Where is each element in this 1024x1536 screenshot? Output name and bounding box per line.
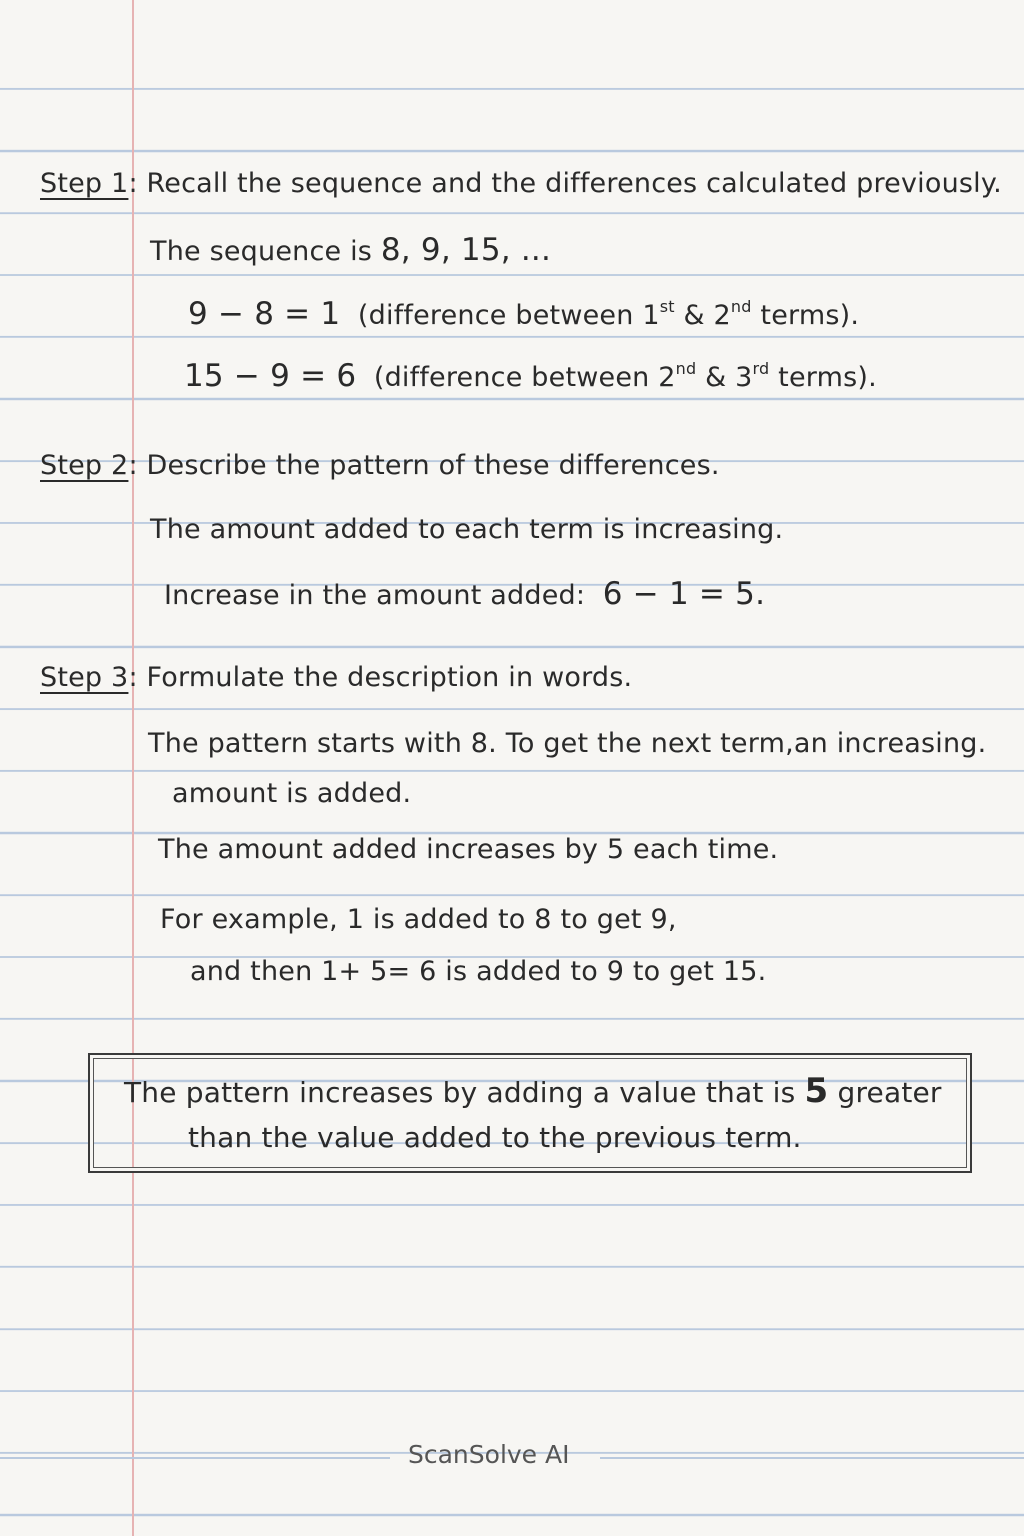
step1-label: Step 1 <box>40 168 129 199</box>
step2-line-1: The amount added to each term is increasing. <box>150 514 784 545</box>
answer-box <box>88 1053 972 1173</box>
answer-line-2: than the value added to the previous term. <box>188 1121 802 1154</box>
step3-label: Step 3 <box>40 662 129 693</box>
sequence-prefix: The sequence is <box>150 236 373 267</box>
step3-line-1a: The pattern starts with 8. To get the next term,an increasing. <box>148 728 987 759</box>
increase-expression: 6 − 1 = 5. <box>602 576 766 612</box>
increase-text: Increase in the amount added: <box>164 580 586 611</box>
difference-1-expression: 9 − 8 = 1 <box>188 296 341 332</box>
answer-text-b: greater <box>837 1076 942 1109</box>
step3-line-1b: amount is added. <box>172 778 412 809</box>
sequence-values: 8, 9, 15, ... <box>380 232 552 268</box>
answer-line-1 <box>124 1071 942 1111</box>
step2-title: : Describe the pattern of these differences. <box>128 450 720 481</box>
difference-2-expression: 15 − 9 = 6 <box>184 358 357 394</box>
margin-line <box>132 0 134 1536</box>
footer <box>0 1440 1024 1474</box>
step3-line-3b: and then 1+ 5= 6 is added to 9 to get 15. <box>190 956 767 987</box>
difference-1-note: (difference between 1st & 2nd terms). <box>357 297 860 331</box>
step2-heading <box>40 450 720 481</box>
step3-heading <box>40 662 632 693</box>
footer-rule-right <box>600 1457 1024 1459</box>
difference-1-line <box>188 296 859 332</box>
footer-rule-left <box>0 1457 390 1459</box>
step3-title: : Formulate the description in words. <box>128 662 633 693</box>
brand-label: ScanSolve AI <box>408 1440 570 1469</box>
step2-label: Step 2 <box>40 450 129 481</box>
step3-line-2: The amount added increases by 5 each time. <box>158 834 779 865</box>
step2-line-2 <box>164 576 765 612</box>
step1-heading <box>40 168 1002 199</box>
step1-title: : Recall the sequence and the differences calculated previously. <box>128 168 1002 199</box>
difference-2-note: (difference between 2nd & 3rd terms). <box>373 359 877 393</box>
difference-2-line <box>184 358 877 394</box>
answer-number: 5 <box>804 1071 829 1111</box>
step3-line-3a: For example, 1 is added to 8 to get 9, <box>160 904 677 935</box>
sequence-line <box>150 232 551 268</box>
answer-text-a: The pattern increases by adding a value that is <box>124 1076 796 1109</box>
